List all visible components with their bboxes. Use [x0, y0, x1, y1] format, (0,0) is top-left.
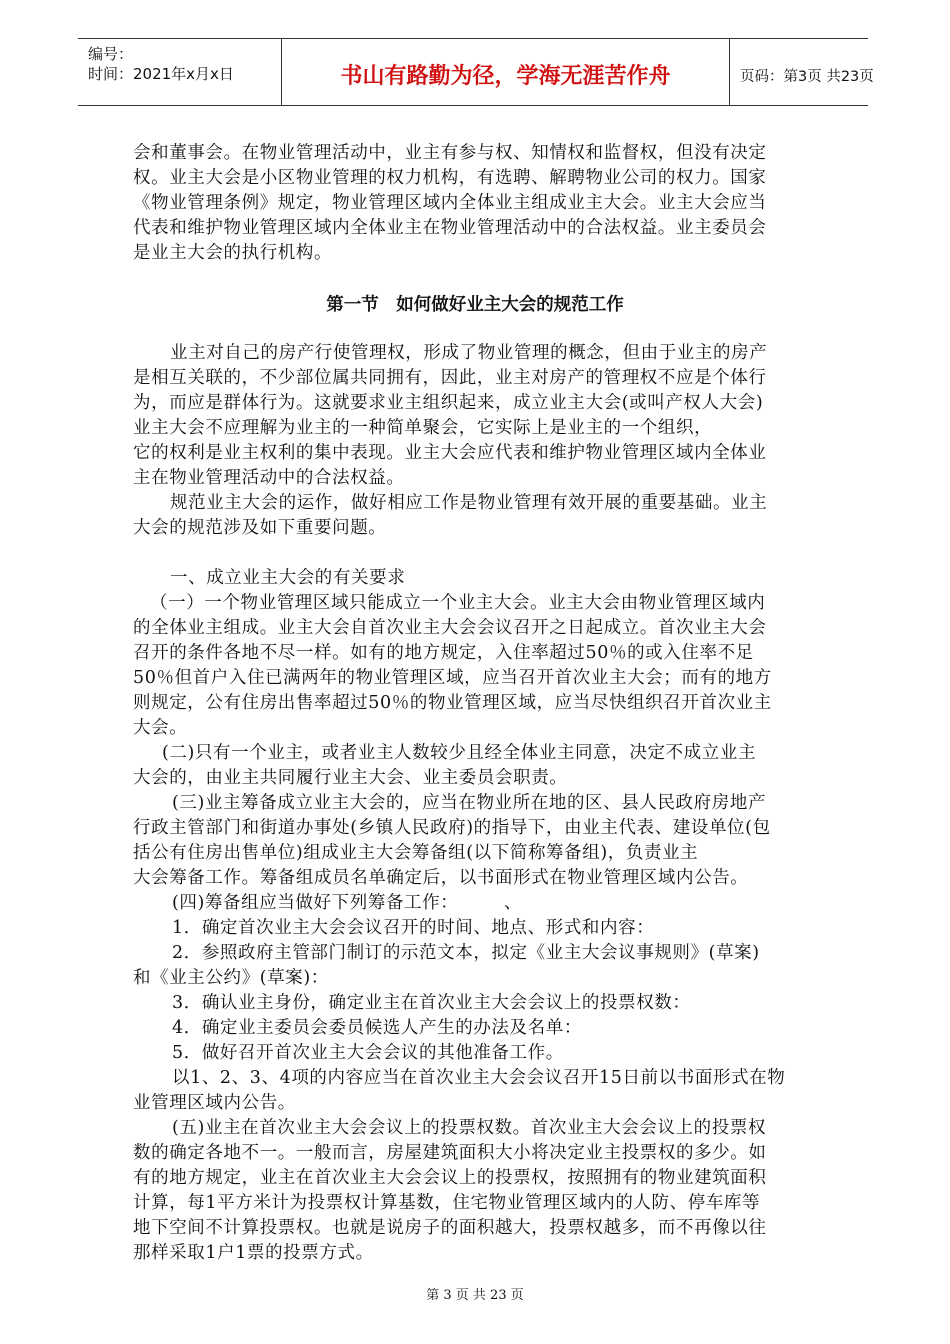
item1-line: 则规定，公有住房出售率超过50％的物业管理区域，应当尽快组织召开首次业主: [133, 693, 772, 713]
intro-line: 权。业主大会是小区物业管理的权力机构，有选聘、解聘物业公司的权力。国家: [133, 168, 767, 188]
motto: 书山有路勤为径，学海无涯苦作舟: [340, 64, 671, 89]
para1-line: 它的权利是业主权利的集中表现。业主大会应代表和维护物业管理区域内全体业: [133, 443, 767, 463]
header-page-cell: [730, 39, 874, 105]
item5-line: (五)业主在首次业主大会会议上的投票权数。首次业主大会会议上的投票权: [172, 1118, 767, 1138]
item4-line: 业管理区域内公告。: [133, 1093, 296, 1113]
para1-line: 业主大会不应理解为业主的一种简单聚会，它实际上是业主的一个组织，: [133, 418, 713, 438]
page-footer: 第 3 页 共 23 页: [426, 1288, 524, 1303]
item1-line: 的全体业主组成。业主大会自首次业主大会会议召开之日起成立。首次业主大会: [133, 618, 767, 638]
header-meta: [78, 39, 282, 105]
item5-line: 那样采取1户1票的投票方式。: [133, 1243, 374, 1263]
section-title: 第一节 如何做好业主大会的规范工作: [326, 295, 624, 315]
intro-line: 是业主大会的执行机构。: [133, 243, 333, 263]
para1-line: 是相互关联的，不少部位属共同拥有，因此，业主对房产的管理权不应是个体行: [133, 368, 767, 388]
item5-line: 计算，每1平方米计为投票权计算基数，住宅物业管理区域内的人防、停车库等: [133, 1193, 761, 1213]
item4-line: 5．做好召开首次业主大会会议的其他准备工作。: [172, 1043, 564, 1063]
item4-line: 4．确定业主委员会委员候选人产生的办法及名单：: [172, 1018, 582, 1038]
item4-line: (四)筹备组应当做好下列筹备工作： 、: [172, 893, 523, 913]
page-header: [78, 38, 874, 106]
item4-line: 1．确定首次业主大会会议召开的时间、地点、形式和内容：: [172, 918, 655, 938]
item4-line: 3．确认业主身份，确定业主在首次业主大会会议上的投票权数：: [172, 993, 691, 1013]
item1-line: 50％但首户入住已满两年的物业管理区域，应当召开首次业主大会；而有的地方: [133, 668, 772, 688]
para2-line: 规范业主大会的运作，做好相应工作是物业管理有效开展的重要基础。业主: [170, 493, 768, 513]
para1-line: 业主对自己的房产行使管理权，形成了物业管理的概念，但由于业主的房产: [170, 343, 768, 363]
item3-line: (三)业主筹备成立业主大会的，应当在物业所在地的区、县人民政府房地产: [172, 793, 767, 813]
item3-line: 括公有住房出售单位)组成业主大会筹备组(以下简称筹备组)，负责业主: [133, 843, 699, 863]
date-label: 时间：2021年x月x日: [88, 65, 234, 83]
item2-line: (二)只有一个业主，或者业主人数较少且经全体业主同意，决定不成立业主: [162, 743, 757, 763]
para1-line: 为，而应是群体行为。这就要求业主组织起来，成立业主大会(或叫产权人大会): [133, 393, 764, 413]
item2-line: 大会的，由业主共同履行业主大会、业主委员会职责。: [133, 768, 568, 788]
intro-line: 会和董事会。在物业管理活动中，业主有参与权、知情权和监督权，但没有决定: [133, 143, 767, 163]
item1-line: （一）一个物业管理区域只能成立一个业主大会。业主大会由物业管理区域内: [150, 593, 766, 613]
item4-line: 和《业主公约》(草案)：: [133, 968, 329, 988]
subsection-title: 一、成立业主大会的有关要求: [170, 568, 406, 588]
item1-line: 大会。: [133, 718, 188, 738]
item5-line: 有的地方规定，业主在首次业主大会会议上的投票权，按照拥有的物业建筑面积: [133, 1168, 767, 1188]
para1-line: 主在物业管理活动中的合法权益。: [133, 468, 405, 488]
item3-line: 行政主管部门和街道办事处(乡镇人民政府)的指导下，由业主代表、建设单位(包: [133, 818, 771, 838]
intro-line: 《物业管理条例》规定，物业管理区域内全体业主组成业主大会。业主大会应当: [133, 193, 767, 213]
item4-line: 以1、2、3、4项的内容应当在首次业主大会会议召开15日前以书面形式在物: [172, 1068, 786, 1088]
item5-line: 数的确定各地不一。一般而言，房屋建筑面积大小将决定业主投票权的多少。如: [133, 1143, 767, 1163]
item5-line: 地下空间不计算投票权。也就是说房子的面积越大，投票权越多，而不再像以往: [133, 1218, 767, 1238]
item1-line: 召开的条件各地不尽一样。如有的地方规定，入住率超过50％的或入住率不足: [133, 643, 754, 663]
header-motto-cell: [282, 39, 730, 105]
para2-line: 大会的规范涉及如下重要问题。: [133, 518, 387, 538]
item4-line: 2．参照政府主管部门制订的示范文本，拟定《业主大会议事规则》(草案): [172, 943, 760, 963]
number-label: 编号：: [88, 45, 134, 63]
intro-line: 代表和维护物业管理区域内全体业主在物业管理活动中的合法权益。业主委员会: [133, 218, 767, 238]
page-info: 页码：第3页 共23页: [740, 69, 874, 85]
item3-line: 大会筹备工作。筹备组成员名单确定后，以书面形式在物业管理区域内公告。: [133, 868, 749, 888]
